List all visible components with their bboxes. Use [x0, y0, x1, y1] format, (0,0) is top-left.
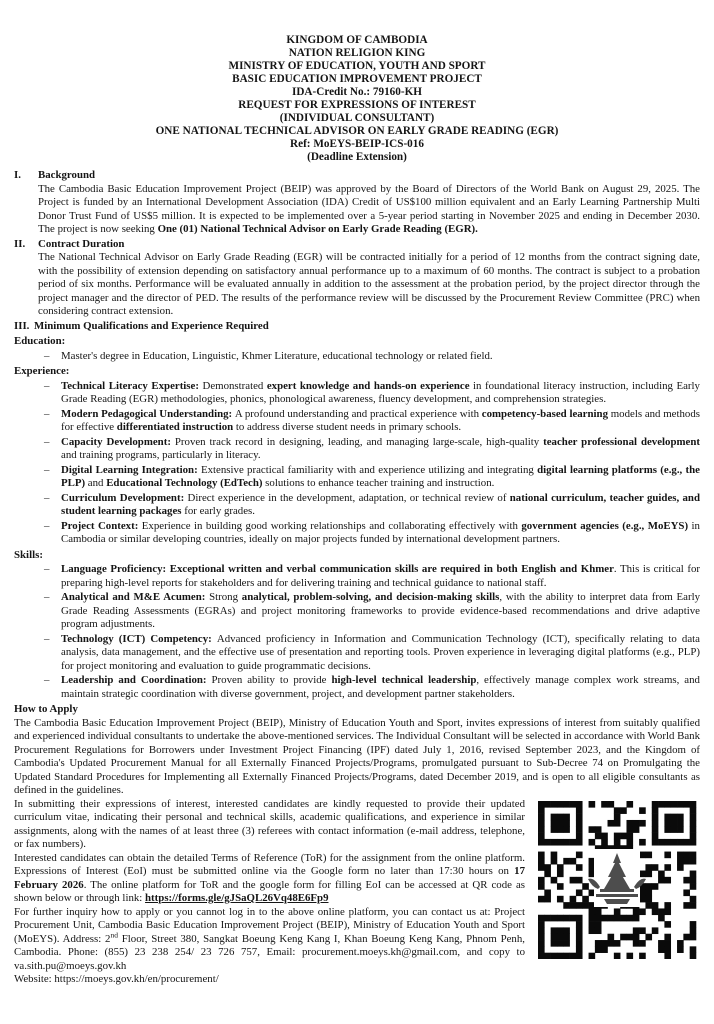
- list-item-text: [61, 674, 700, 701]
- text-segment: and training programs, particularly in literacy.: [61, 449, 261, 461]
- bullet-dash: –: [44, 491, 50, 504]
- text-segment: differentiated instruction: [116, 421, 234, 433]
- header-line-position: ONE NATIONAL TECHNICAL ADVISOR ON EARLY GRADE READING (EGR): [155, 125, 559, 137]
- text-segment: Proven ability to provide: [211, 674, 332, 686]
- text-segment: One (01) National Technical Advisor on Early Grade Reading (EGR).: [157, 223, 478, 235]
- text-segment: analytical, problem-solving, and decision-making skills: [241, 591, 500, 603]
- list-item-text: [61, 408, 700, 435]
- bullet-dash: –: [44, 563, 50, 575]
- text-segment: Educational Technology (EdTech): [106, 477, 263, 489]
- list-item-text: [61, 563, 700, 590]
- text-segment: teacher professional development: [543, 435, 700, 448]
- skills-label: Skills:: [14, 548, 43, 561]
- text-segment: Strong: [209, 591, 242, 603]
- text-segment: . This is critical for preparing high-level reports for stakeholders and for delivering training and technical guidance to national staff.: [61, 563, 700, 589]
- text-segment: The National Technical Advisor on Early Grade Reading (EGR) will be contracted initially for a period of 12 months from the contract signing date, with the possibility of extension depending on satisfactory annual performance up to a maximum of 60 months. The contract is subject to a probation period of six months. Performance will be evaluated annually in addition to the assessment at the probation period, by the project director through the project manager and the director of PED. The results of the performance review will be discussed by the Procurement Review Committee (PRC) when considering contract extension.: [38, 251, 700, 317]
- section-number: I.: [14, 169, 21, 181]
- text-segment: national curriculum, teacher guides, and student learning packages: [61, 491, 700, 517]
- text-segment: In submitting their expressions of interest, interested candidates are kindly requested to provide their updated curriculum vitae, indicating their personal and technical skills, academic qualifications, and experience in similar assignments, along with the names of at least three (3) referees with contact information (e-mail address, telephone, or fax numbers).: [14, 797, 525, 850]
- text-segment: models and methods for effective: [61, 407, 700, 433]
- text-segment: The Cambodia Basic Education Improvement Project (BEIP), Ministry of Education Youth and Sport, invites expressions of interest from suitably qualified and experienced individual consultants to undertake the above-mentioned services. The Individual Consultant will be selected in accordance with World Bank Procurement Regulations for Borrowers under Investment Project Financing (IPF) dated July 1, 2016, revised September 2023, and the Kingdom of Cambodia's Updated Procurement Manual for all Externally Financed Projects/Programs, promulgated pursuant to Sub-Decree 74 on Promulgating the Updated Standard Procedures for Implementing all Externally Financed Projects/Programs, dated December 2019, and is open to all eligible consultants as defined in the guidelines.: [14, 716, 700, 796]
- section-title: Contract Duration: [38, 237, 125, 250]
- section-number: III.: [14, 319, 30, 332]
- text-segment: Technology (ICT) Competency:: [61, 632, 217, 645]
- text-segment: Interested candidates can obtain the detailed Terms of Reference (ToR) for the assignment from the online platform. Expressions of Interest (EoI) must be submitted online via the Google form no later than 17:30 hours on: [14, 851, 525, 877]
- text-segment: nd: [110, 929, 118, 939]
- list-item: [44, 520, 700, 547]
- text-segment: in foundational literacy instruction, including Early Grade Reading (EGR) methodologies, phonics, phonological awareness, fluency development, and comprehension strategies.: [61, 379, 700, 405]
- list-item: [44, 464, 700, 491]
- list-item: [44, 408, 700, 435]
- text-segment: Demonstrated: [202, 379, 267, 392]
- how-to-apply-section: [14, 703, 700, 987]
- document-body: [14, 169, 700, 987]
- eoi-google-form-link[interactable]: https://forms.gle/gJSaQL26Vq48E6Fp9: [145, 892, 329, 904]
- text-segment: digital learning platforms (e.g., the PLP): [61, 463, 700, 489]
- text-segment: and: [85, 477, 107, 489]
- list-item-text: [61, 633, 700, 674]
- bullet-dash: –: [44, 379, 50, 392]
- text-segment: Modern Pedagogical Understanding:: [61, 407, 235, 420]
- document-header: [14, 34, 700, 164]
- text-segment: Advanced proficiency in Information and Communication Technology (ICT), specifically relating to data analysis, data management, and the effective use of presentation and reporting tools. Proven experience in leveraging digital platforms (e.g., PLP) for project monitoring and evaluation to guide programmatic decisions.: [61, 632, 700, 672]
- background-paragraph: [38, 183, 700, 237]
- text-segment: Capacity Development:: [61, 435, 175, 448]
- qr-code: [534, 801, 700, 959]
- list-item: [44, 492, 700, 519]
- text-segment: Direct experience in the development, adaptation, or technical review of: [187, 491, 510, 504]
- text-segment: For further inquiry how to apply or you cannot log in to the above online platform, you can contact us at: Project Procurement Unit, Cambodia Basic Education Improvement Project (BEIP), Ministry of Education Youth and Sport (MoEYS). Address: 2: [14, 905, 525, 945]
- section-title: Background: [38, 169, 96, 181]
- text-segment: Project Context:: [61, 519, 142, 532]
- text-segment: A profound understanding and practical experience with: [234, 407, 482, 420]
- section-heading-qualifications: [14, 320, 700, 334]
- bullet-dash: –: [44, 519, 50, 532]
- list-item: [44, 436, 700, 463]
- text-segment: 17 February 2026: [14, 865, 525, 891]
- section-heading-contract-duration: [14, 238, 700, 252]
- list-item-text: [61, 380, 700, 407]
- text-segment: Website: https://moeys.gov.kh/en/procurement/: [14, 973, 219, 985]
- how-to-apply-label: How to Apply: [14, 703, 78, 715]
- contract-duration-paragraph: [38, 251, 700, 319]
- header-line-ref: Ref: MoEYS-BEIP-ICS-016: [290, 138, 424, 150]
- text-segment: solutions to enhance teacher training and instruction.: [262, 477, 495, 489]
- list-item-text: [61, 492, 700, 519]
- bullet-dash: –: [44, 463, 50, 476]
- text-segment: Master's degree in Education, Linguistic, Khmer Literature, educational technology or related field.: [61, 349, 493, 362]
- section-title: Minimum Qualifications and Experience Required: [34, 319, 269, 332]
- text-segment: to address diverse student needs in primary schools.: [233, 421, 462, 433]
- section-heading-background: [14, 169, 700, 183]
- list-item: [44, 633, 700, 674]
- website-line: [14, 973, 700, 987]
- text-segment: , with the ability to interpret data from Early Grade Reading Assessments (EGRAs) and project monitoring frameworks to provide evidence-based recommendations and drive adaptive program adjustments.: [61, 591, 701, 630]
- text-segment: Curriculum Development:: [61, 491, 188, 504]
- text-segment: Technical Literacy Expertise:: [61, 379, 203, 392]
- text-segment: competency-based learning: [481, 407, 608, 420]
- list-item-text: [61, 520, 700, 547]
- text-segment: for early grades.: [181, 505, 255, 517]
- list-item-text: [61, 350, 700, 364]
- text-segment: Analytical and M&E Acumen:: [61, 591, 210, 603]
- header-line-request-title: REQUEST FOR EXPRESSIONS OF INTEREST: [238, 99, 476, 111]
- experience-label: Experience:: [14, 365, 70, 377]
- text-segment: Extensive practical familiarity with and experience utilizing and integrating: [201, 463, 538, 476]
- text-segment: . The online platform for ToR and the google form for filling EoI can be accessed at QR code as shown below or through link:: [14, 878, 526, 904]
- text-segment: Language Proficiency: Exceptional written and verbal communication skills are required in both English and Khmer: [61, 563, 614, 575]
- header-line-motto: NATION RELIGION KING: [288, 47, 426, 59]
- text-segment: Experience in building good working relationships and collaborating effectively with: [141, 519, 522, 532]
- list-item: [44, 563, 700, 590]
- text-segment: Proven track record in designing, leading, and managing large-scale, high-quality: [174, 435, 544, 448]
- how-to-apply-paragraph-1: [14, 717, 700, 798]
- text-segment: Leadership and Coordination:: [61, 674, 212, 686]
- bullet-dash: –: [44, 435, 50, 448]
- text-segment: government agencies (e.g., MoEYS): [521, 519, 689, 532]
- section-number: II.: [14, 237, 26, 250]
- header-line-deadline-extension: (Deadline Extension): [307, 151, 407, 163]
- header-line-project: BASIC EDUCATION IMPROVEMENT PROJECT: [232, 73, 482, 85]
- list-item-text: [61, 436, 700, 463]
- header-line-consultant-type: (INDIVIDUAL CONSULTANT): [279, 112, 435, 124]
- bullet-dash: –: [44, 632, 50, 645]
- bullet-dash: –: [44, 674, 50, 686]
- header-line-ministry: MINISTRY OF EDUCATION, YOUTH AND SPORT: [228, 60, 486, 72]
- text-segment: high-level technical leadership: [331, 674, 477, 686]
- bullet-dash: –: [44, 407, 50, 420]
- list-item: [44, 380, 700, 407]
- header-line-kingdom: KINGDOM OF CAMBODIA: [286, 34, 428, 46]
- text-segment: , effectively manage complex work streams, and maintain strategic coordination with diverse government, project, and development partner stakeholders.: [61, 674, 700, 700]
- text-segment: The Cambodia Basic Education Improvement Project (BEIP) was approved by the Board of Directors of the World Bank on August 29, 2025. The Project is funded by an International Development Association (IDA) Credit of US$100 million equivalent and an Early Learning Partnership Multi Donor Trust Fund of US$5 million. It is expected to be implemented over a 5-year period starting in November 2025 and ending in December 2030. The project is now seeking: [38, 182, 700, 235]
- header-line-credit-no: IDA-Credit No.: 79160-KH: [292, 86, 422, 98]
- education-label: Education:: [14, 335, 66, 347]
- list-item: [44, 350, 700, 364]
- list-item-text: [61, 464, 700, 491]
- text-segment: Digital Learning Integration:: [61, 463, 201, 476]
- list-item-text: [61, 591, 700, 632]
- bullet-dash: –: [44, 591, 50, 603]
- text-segment: in Cambodia or similar developing countries, ideally on major projects funded by international development partners.: [61, 519, 700, 545]
- list-item: [44, 591, 700, 632]
- bullet-dash: –: [44, 349, 50, 362]
- list-item: [44, 674, 700, 701]
- text-segment: expert knowledge and hands-on experience: [266, 379, 470, 392]
- text-segment: Floor, Street 380, Sangkat Boeung Keng Kang I, Khan Boeung Keng Kang, Phnom Penh, Cambodia. Phone: (855) 23 238 254/ 23 726 757, Email: procurement.moeys.kh@gmail.com, and copy to va.sith.pu@moeys.gov.kh: [14, 932, 525, 972]
